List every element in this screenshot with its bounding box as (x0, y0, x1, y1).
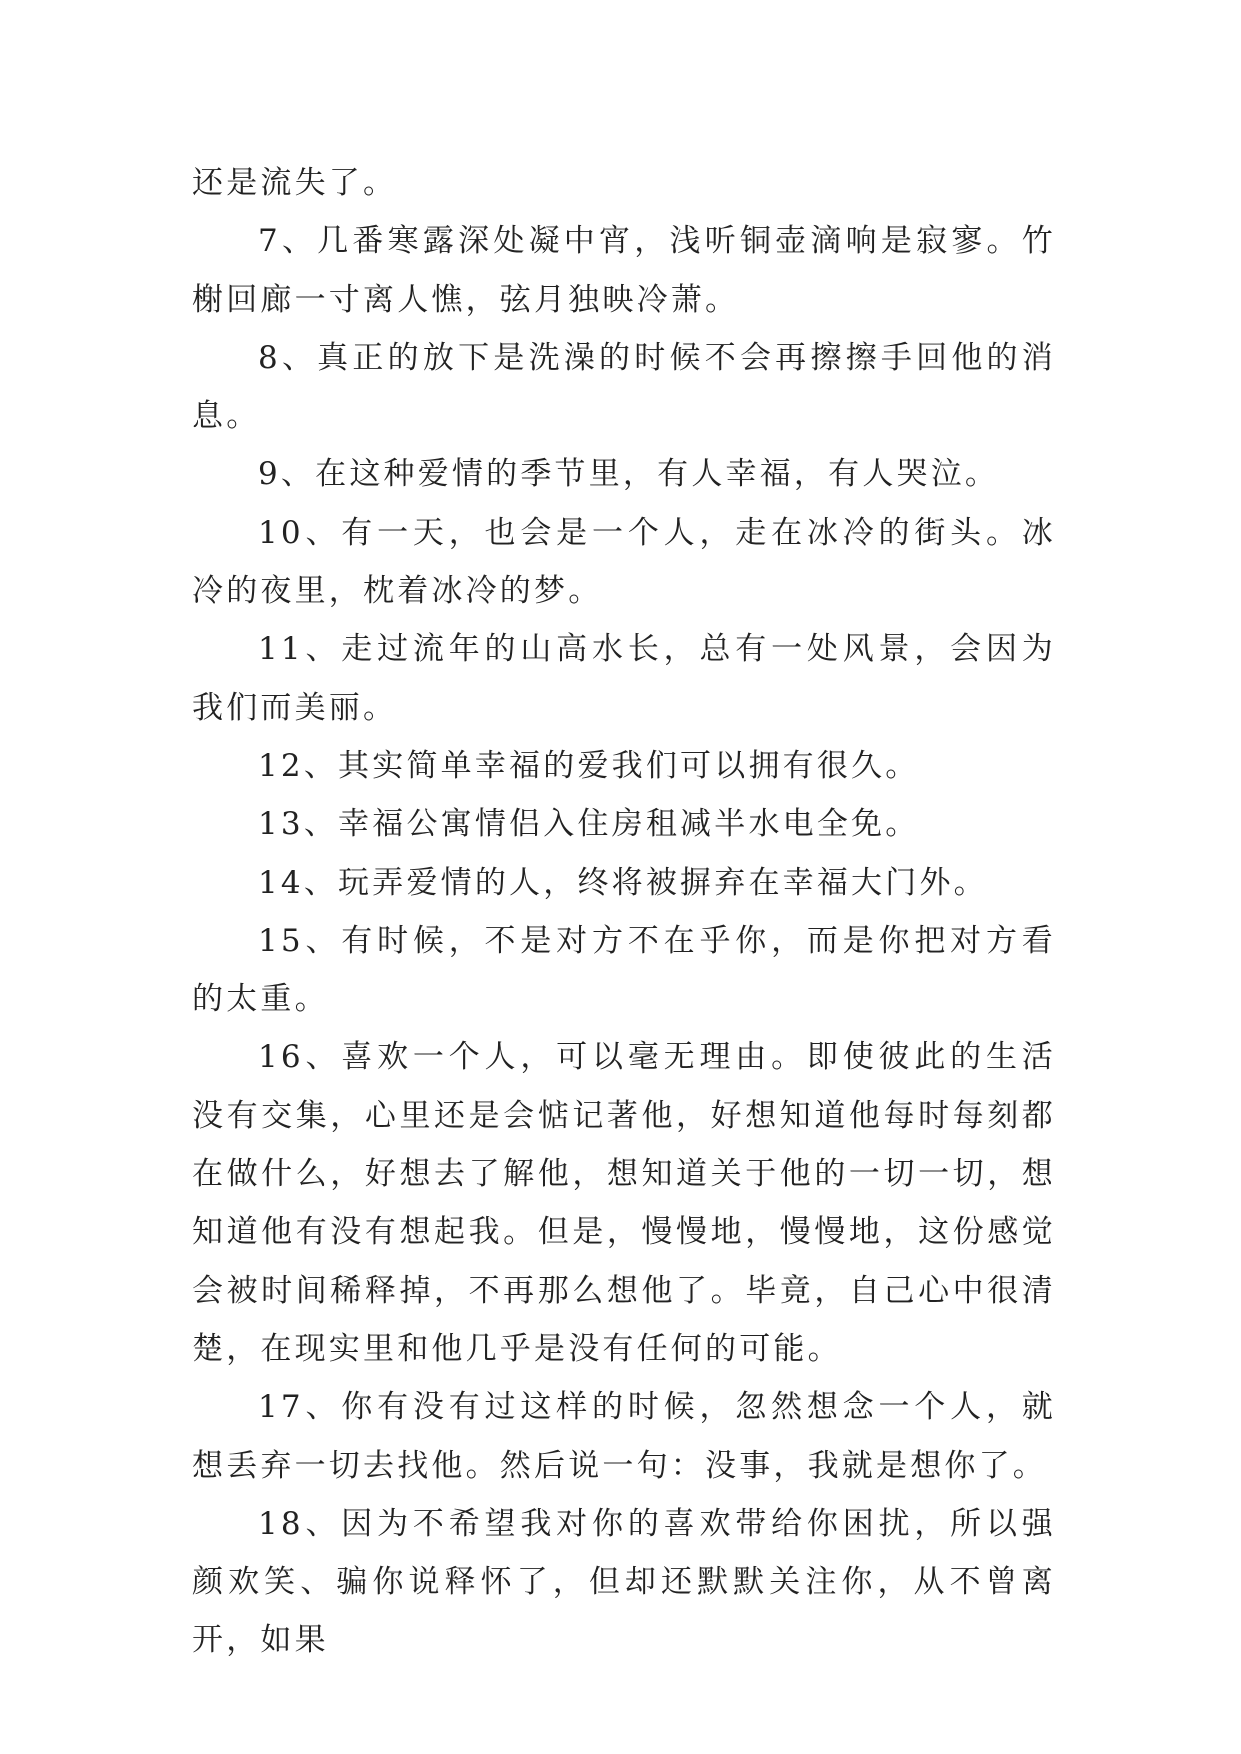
paragraph-16: 16、喜欢一个人，可以毫无理由。即使彼此的生活没有交集，心里还是会惦记著他，好想知道他每时每刻都在做什么，好想去了解他，想知道关于他的一切一切，想知道他有没有想起我。但是，慢慢地，慢慢地，这份感觉会被时间稀释掉，不再那么想他了。毕竟，自己心中很清楚，在现实里和他几乎是没有任何的可能。 (192, 1039, 1056, 1367)
paragraph-17: 17、你有没有过这样的时候，忽然想念一个人，就想丢弃一切去找他。然后说一句：没事，我就是想你了。 (192, 1389, 1056, 1484)
paragraph-14: 14、玩弄爱情的人，终将被摒弃在幸福大门外。 (258, 864, 988, 901)
paragraph-10: 10、有一天，也会是一个人，走在冰冷的街头。冰冷的夜里，枕着冰冷的梦。 (192, 514, 1056, 610)
paragraph-13: 13、幸福公寓情侣入住房租减半水电全免。 (258, 806, 920, 843)
paragraph-continuation: 还是流失了。 (192, 165, 398, 201)
paragraph-11: 11、走过流年的山高水长，总有一处风景，会因为我们而美丽。 (192, 631, 1056, 726)
paragraph-8: 8、真正的放下是洗澡的时候不会再擦擦手回他的消息。 (192, 339, 1056, 435)
paragraph-12: 12、其实简单幸福的爱我们可以拥有很久。 (258, 747, 920, 784)
paragraph-9: 9、在这种爱情的季节里，有人幸福，有人哭泣。 (258, 456, 1000, 493)
paragraph-18: 18、因为不希望我对你的喜欢带给你困扰，所以强颜欢笑、骗你说释怀了，但却还默默关注你，从不曾离开，如果 (192, 1505, 1056, 1659)
paragraph-15: 15、有时候，不是对方不在乎你，而是你把对方看的太重。 (192, 922, 1056, 1018)
document-body (192, 154, 1056, 1670)
paragraph-7: 7、几番寒露深处凝中宵，浅听铜壶滴响是寂寥。竹榭回廊一寸离人憔，弦月独映冷萧。 (192, 223, 1056, 318)
